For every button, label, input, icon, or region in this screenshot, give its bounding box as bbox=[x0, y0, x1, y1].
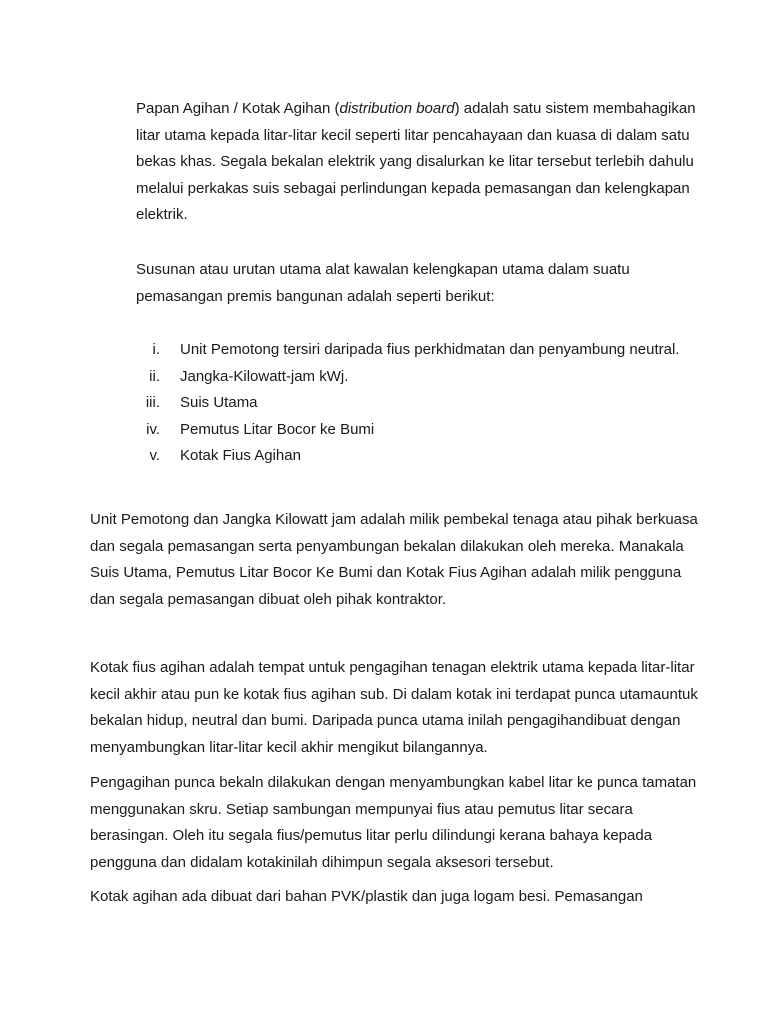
list-number: iv. bbox=[146, 420, 160, 438]
list-item-text: Pemutus Litar Bocor ke Bumi bbox=[180, 420, 375, 438]
intro-paragraph bbox=[136, 96, 696, 229]
list-item bbox=[136, 390, 696, 417]
list-item-text: Kotak Fius Agihan bbox=[180, 447, 301, 465]
equipment-list bbox=[136, 337, 696, 470]
intro-text-start: Papan Agihan / Kotak Agihan ( bbox=[136, 100, 340, 117]
list-number: ii. bbox=[149, 367, 160, 385]
intro-italic-term: distribution board bbox=[339, 100, 455, 117]
list-item-text: Jangka-Kilowatt-jam kWj. bbox=[180, 367, 349, 385]
list-item-text: Suis Utama bbox=[180, 394, 258, 412]
fuse-box-paragraph: Kotak fius agihan adalah tempat untuk pengagihan tenagan elektrik utama kepada litar-litar kecil akhir atau pun ke kotak fius agihan sub. Di dalam kotak ini terdapat punca utamauntuk bekalan hidup, neutral dan bumi. Daripada punca utama inilah pengagihandibuat dengan menyambungkan litar-litar kecil akhir mengikut bilangannya. bbox=[90, 659, 698, 756]
list-item bbox=[136, 364, 696, 391]
list-number: v. bbox=[149, 447, 160, 465]
list-item bbox=[136, 337, 696, 364]
material-paragraph: Kotak agihan ada dibuat dari bahan PVK/plastik dan juga logam besi. Pemasangan bbox=[90, 888, 643, 905]
list-item bbox=[136, 443, 696, 470]
sequence-intro-paragraph: Susunan atau urutan utama alat kawalan kelengkapan utama dalam suatu pemasangan premis bangunan adalah seperti berikut: bbox=[136, 261, 630, 305]
ownership-paragraph: Unit Pemotong dan Jangka Kilowatt jam adalah milik pembekal tenaga atau pihak berkuasa dan segala pemasangan serta penyambungan bekalan dilakukan oleh mereka. Manakala Suis Utama, Pemutus Litar Bocor Ke Bumi dan Kotak Fius Agihan adalah milik pengguna dan segala pemasangan dibuat oleh pihak kontraktor. bbox=[90, 511, 698, 608]
list-item bbox=[136, 417, 696, 444]
intro-text-end: ) adalah satu sistem membahagikan litar utama kepada litar-litar kecil seperti litar pencahayaan dan kuasa di dalam satu bekas khas. Segala bekalan elektrik yang disalurkan ke litar tersebut terlebih dahulu melalui perkakas suis sebagai perlindungan kepada pemasangan dan kelengkapan elektrik. bbox=[136, 100, 696, 224]
list-item-text: Unit Pemotong tersiri daripada fius perkhidmatan dan penyambung neutral. bbox=[180, 341, 680, 358]
distribution-paragraph: Pengagihan punca bekaln dilakukan dengan menyambungkan kabel litar ke punca tamatan menggunakan skru. Setiap sambungan mempunyai fius atau pemutus litar secara berasingan. Oleh itu segala fius/pemutus litar perlu dilindungi kerana bahaya kepada pengguna dan didalam kotakinilah dihimpun segala aksesori tersebut. bbox=[90, 774, 697, 871]
list-number: i. bbox=[152, 341, 160, 358]
list-number: iii. bbox=[145, 394, 160, 412]
